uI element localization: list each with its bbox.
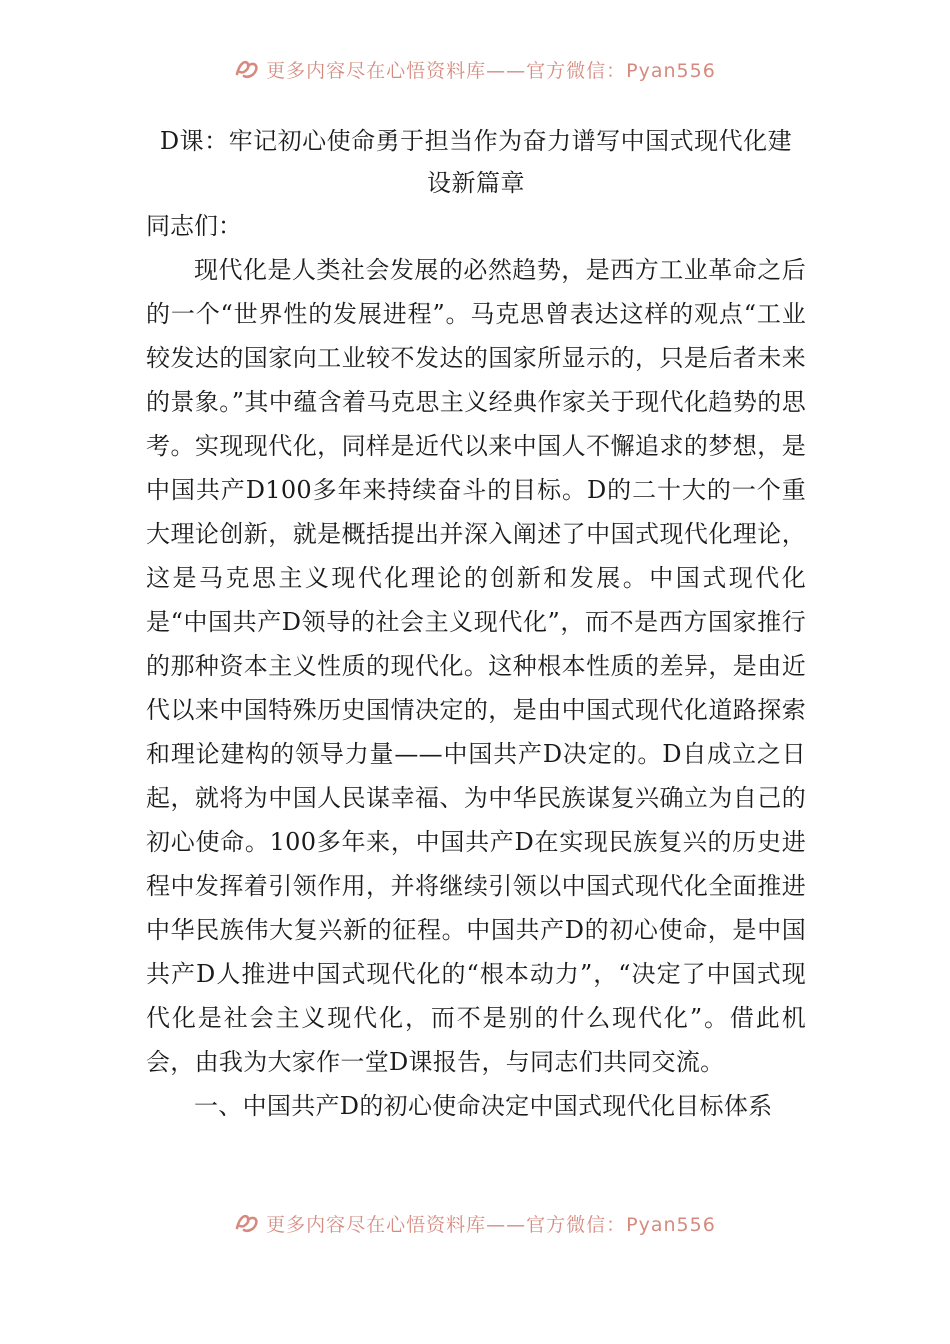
section-heading-1: 一、中国共产D的初心使命决定中国式现代化目标体系	[194, 1092, 773, 1120]
header-watermark	[0, 52, 950, 86]
body-paragraph-1: 现代化是人类社会发展的必然趋势，是西方工业革命之后的一个“世界性的发展进程”。马克思曾表达这样的观点“工业较发达的国家向工业较不发达的国家所显示的，只是后者未来的景象。”其中蕴含着马克思主义经典作家关于现代化趋势的思考。实现现代化，同样是近代以来中国人不懈追求的梦想，是中国共产D100多年来持续奋斗的目标。D的二十大的一个重大理论创新，就是概括提出并深入阐述了中国式现代化理论，这是马克思主义现代化理论的创新和发展。中国式现代化是“中国共产D领导的社会主义现代化”，而不是西方国家推行的那种资本主义性质的现代化。这种根本性质的差异，是由近代以来中国特殊历史国情决定的，是由中国式现代化道路探索和理论建构的领导力量——中国共产D决定的。D自成立之日起，就将为中国人民谋幸福、为中华民族谋复兴确立为自己的初心使命。100多年来，中国共产D在实现民族复兴的历史进程中发挥着引领作用，并将继续引领以中国式现代化全面推进中华民族伟大复兴新的征程。中国共产D的初心使命，是中国共产D人推进中国式现代化的“根本动力”，“决定了中国式现代化是社会主义现代化，而不是别的什么现代化”。借此机会，由我为大家作一堂D课报告，与同志们共同交流。	[146, 256, 806, 1076]
greeting: 同志们：	[146, 212, 242, 240]
watermark-text: 更多内容尽在心悟资料库——官方微信：Pyan556	[266, 59, 716, 82]
watermark-text: 更多内容尽在心悟资料库——官方微信：Pyan556	[266, 1213, 716, 1236]
document-body	[146, 120, 806, 1128]
footer-watermark	[0, 1206, 950, 1240]
title-line-2: 设新篇章	[427, 169, 525, 197]
document-title	[146, 120, 806, 204]
brand-logo-icon	[234, 58, 260, 80]
title-line-1: D课：牢记初心使命勇于担当作为奋力谱写中国式现代化建	[159, 127, 793, 155]
brand-logo-icon	[234, 1212, 260, 1234]
